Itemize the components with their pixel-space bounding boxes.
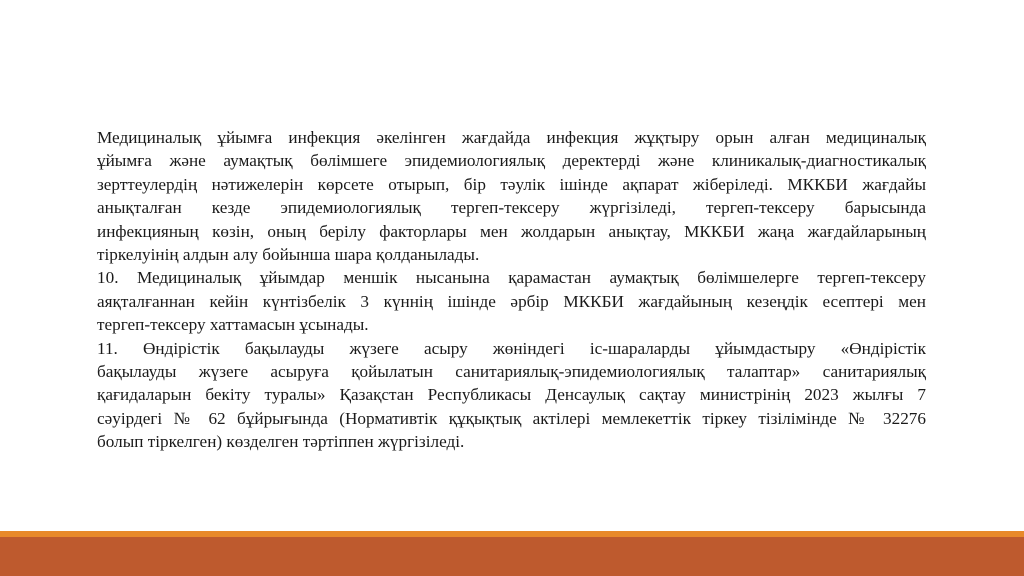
text-line: тергеп-тексеру хаттамасын ұсынады. [97,315,369,335]
text-line: бақылауды жүзеге асыруға қойылатын санитариялық-эпидемиологиялық талаптар» санитариялық [97,361,926,381]
footer-band [0,537,1024,576]
text-line: сәуірдегі № 62 бұйрығында (Нормативтік құқықтық актілері мемлекеттік тіркеу тізілімінде № 32276 [97,408,926,428]
text-line: анықталған кезде эпидемиологиялық тергеп-тексеру жүргізіледі, тергеп-тексеру барысында [97,198,926,218]
paragraph-10 [97,266,926,336]
text-line: қағидаларын бекіту туралы» Қазақстан Республикасы Денсаулық сақтау министрінің 2023 жылғы 7 [97,385,926,405]
text-line: тіркелуінің алдын алу бойынша шара қолданылады. [97,244,480,264]
text-line: инфекцияның көзін, оның берілу факторлары мен жолдарын анықтау, МККБИ жаңа жағдайларының [97,221,926,241]
text-line: 11. Өндірістік бақылауды жүзеге асыру жөніндегі іс-шараларды ұйымдастыру «Өндірістік [97,338,926,358]
slide-body-text [97,126,926,453]
text-line: зерттеулердің нәтижелерін көрсете отырып, бір тәулік ішінде ақпарат жіберіледі. МККБИ жағдайы [97,174,926,194]
text-line: болып тіркелген) көзделген тәртіппен жүргізіледі. [97,432,465,452]
paragraph-notification [97,126,926,266]
paragraph-11 [97,337,926,454]
text-line: аяқталғаннан кейін күнтізбелік 3 күннің ішінде әрбір МККБИ жағдайының кезеңдік есептері мен [97,291,926,311]
text-line: ұйымға және аумақтық бөлімшеге эпидемиологиялық деректерді және клиникалық-диагностикалық [97,151,926,171]
text-line: Медициналық ұйымға инфекция әкелінген жағдайда инфекция жұқтыру орын алған медициналық [97,128,926,147]
text-line: 10. Медициналық ұйымдар меншік нысанына қарамастан аумақтық бөлімшелерге тергеп-тексеру [97,268,926,288]
